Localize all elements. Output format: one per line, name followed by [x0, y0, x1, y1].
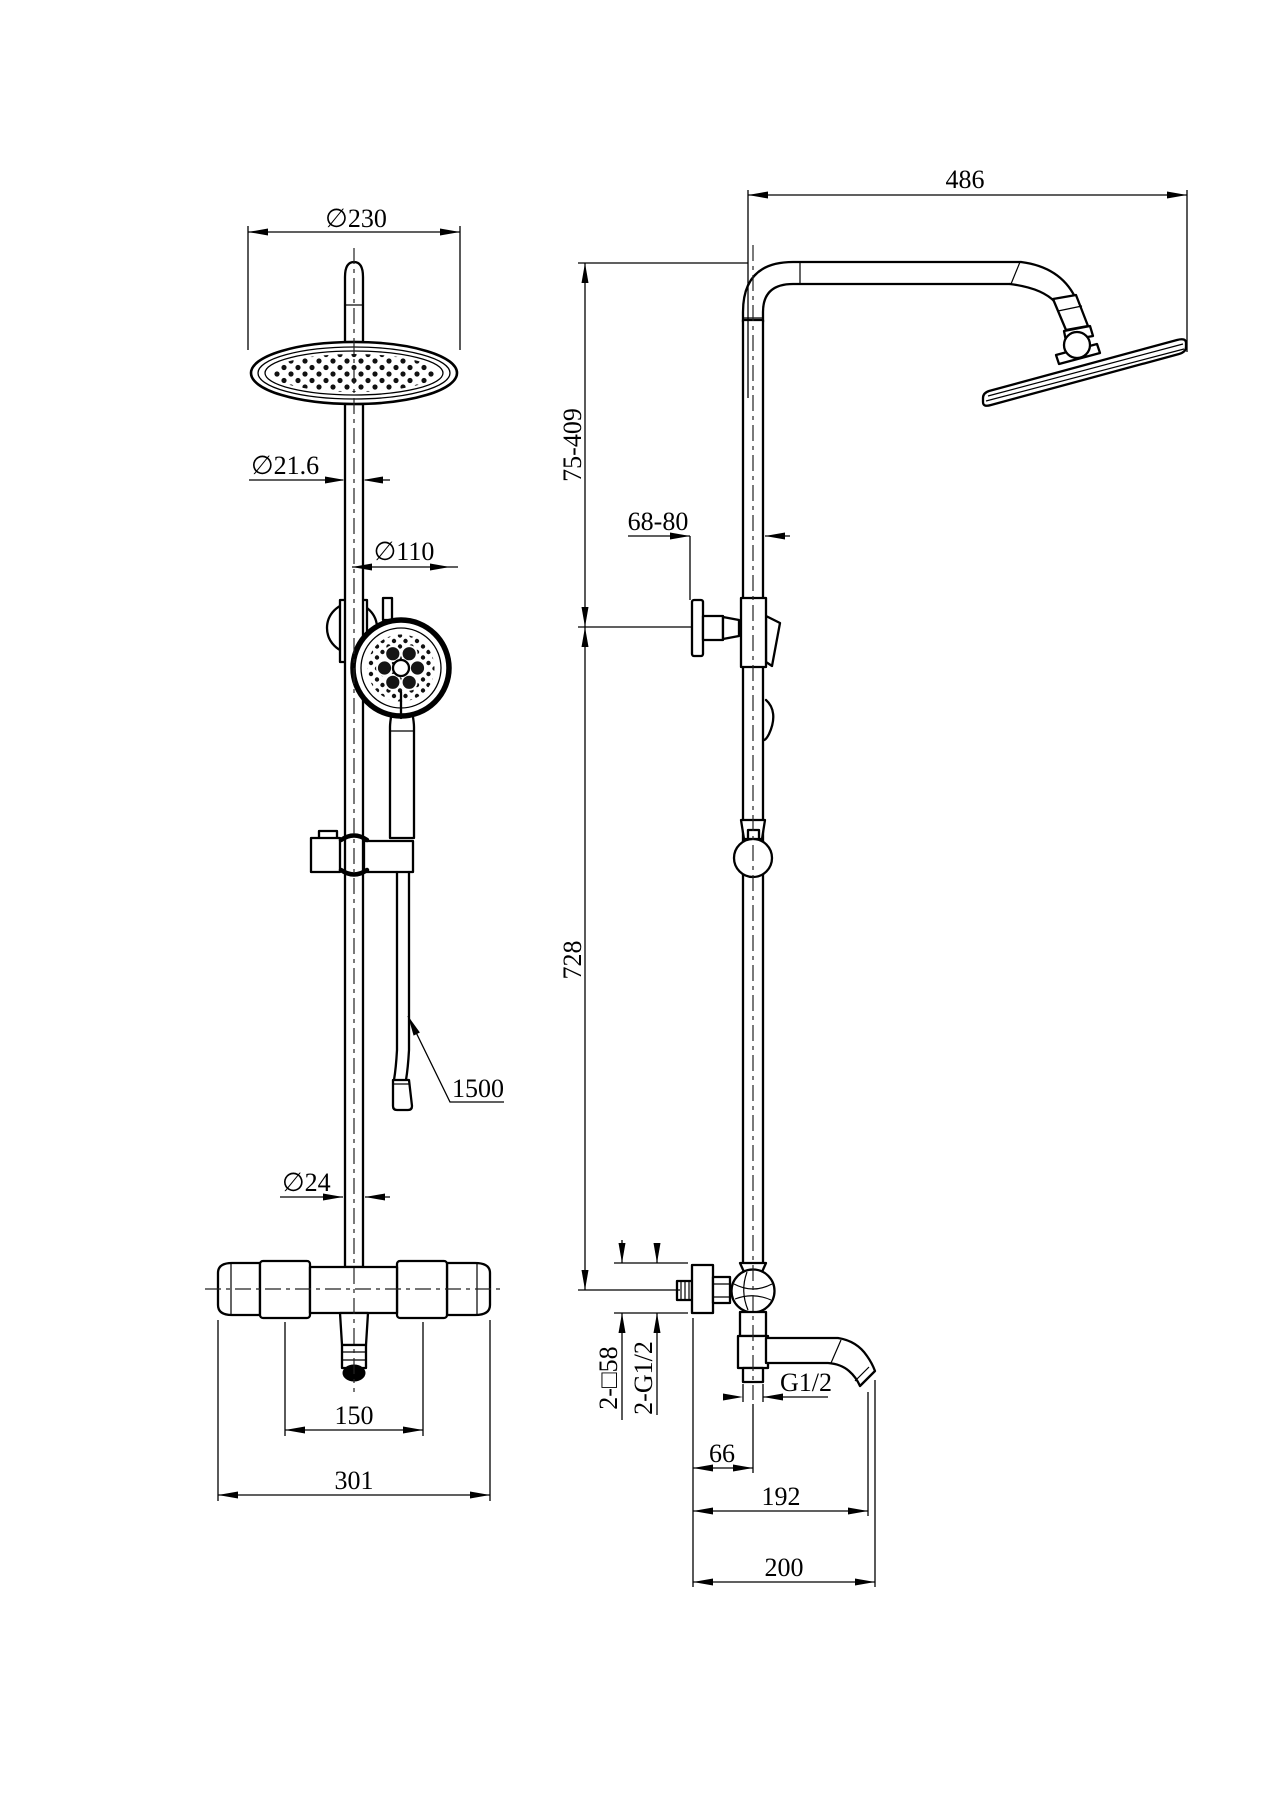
- label-height-adjustment: 75-409: [558, 408, 587, 482]
- dim-column-height: [578, 627, 680, 1290]
- label-wall-to-axis: 66: [709, 1439, 735, 1468]
- side-linework: [677, 245, 1186, 1400]
- side-dimensions: [578, 190, 1187, 1587]
- label-inlet-thread: 2-G1/2: [629, 1341, 658, 1415]
- front-view: [205, 204, 504, 1501]
- label-column-height: 728: [558, 940, 587, 980]
- front-linework: [205, 248, 500, 1392]
- label-wall-clearance: 68-80: [627, 507, 689, 536]
- shower-arm-side: [743, 262, 1093, 341]
- side-view: [558, 165, 1187, 1587]
- hand-shower-handle: [390, 711, 414, 838]
- label-arm-reach: 486: [945, 165, 985, 194]
- label-spout-reach: 192: [761, 1482, 801, 1511]
- label-upper-pipe-diameter: ∅21.6: [251, 451, 320, 480]
- wall-bracket-side: [692, 598, 766, 667]
- dim-height-adjustment: [578, 263, 748, 627]
- label-escutcheon-size: 2-□58: [594, 1346, 623, 1410]
- shower-hose: [393, 872, 412, 1110]
- handle-behind-pipe: [766, 616, 780, 666]
- label-lower-pipe-diameter: ∅24: [282, 1168, 331, 1197]
- hand-shower-head: [353, 620, 449, 718]
- label-hand-shower-diameter: ∅110: [373, 537, 435, 566]
- label-head-diameter: ∅230: [325, 204, 387, 233]
- label-outlet-thread: G1/2: [780, 1368, 832, 1397]
- label-inlet-spacing: 150: [334, 1401, 374, 1430]
- overhead-shower-side: [983, 332, 1186, 406]
- label-valve-width: 301: [334, 1466, 374, 1495]
- label-hose-length: 1500: [452, 1074, 504, 1103]
- label-spout-overall: 200: [764, 1553, 804, 1582]
- thermostatic-valve-side: [677, 1263, 875, 1386]
- dim-wall-clearance: [628, 533, 790, 601]
